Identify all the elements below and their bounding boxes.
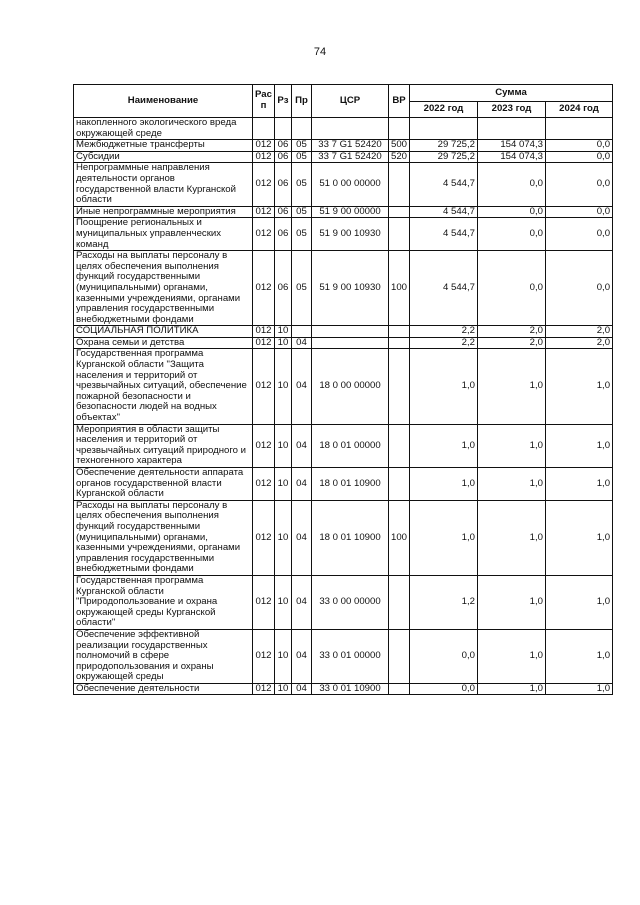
cell-pr: 04: [292, 683, 312, 695]
cell-rasp: 012: [253, 337, 275, 349]
cell-vr: 500: [389, 140, 410, 152]
table-row: [74, 468, 613, 501]
cell-rasp: 012: [253, 151, 275, 163]
header-name: Наименование: [74, 85, 253, 118]
cell-pr: 04: [292, 424, 312, 467]
cell-pr: [292, 326, 312, 338]
cell-v2024: 1,0: [546, 349, 613, 424]
cell-v2023: 1,0: [478, 629, 546, 683]
cell-csr: [312, 337, 389, 349]
cell-vr: [389, 206, 410, 218]
cell-name: Государственная программа Курганской области "Защита населения и территорий от чрезвычайных ситуаций, обеспечение пожарной безопасности и безопасности людей на водных объектах": [74, 349, 253, 424]
cell-v2023: 1,0: [478, 424, 546, 467]
cell-rz: 10: [275, 575, 292, 629]
cell-csr: 51 9 00 00000: [312, 206, 389, 218]
cell-pr: 04: [292, 575, 312, 629]
cell-v2022: 29 725,2: [410, 151, 478, 163]
cell-v2023: 1,0: [478, 349, 546, 424]
cell-rz: [275, 118, 292, 140]
cell-pr: 05: [292, 218, 312, 251]
cell-vr: [389, 468, 410, 501]
table-row: [74, 206, 613, 218]
cell-rasp: 012: [253, 575, 275, 629]
table-row: [74, 251, 613, 326]
cell-vr: [389, 683, 410, 695]
cell-name: Расходы на выплаты персоналу в целях обеспечения выполнения функций государственными (муниципальными) органами, казенными учреждениями, органами управления государственными внебюджетными фондами: [74, 251, 253, 326]
cell-v2023: 0,0: [478, 206, 546, 218]
cell-v2022: 2,2: [410, 326, 478, 338]
cell-rz: 10: [275, 683, 292, 695]
cell-csr: 18 0 01 00000: [312, 424, 389, 467]
cell-csr: 51 0 00 00000: [312, 163, 389, 206]
table-row: [74, 163, 613, 206]
cell-rz: 10: [275, 349, 292, 424]
cell-rasp: 012: [253, 206, 275, 218]
cell-rz: 06: [275, 206, 292, 218]
cell-vr: [389, 337, 410, 349]
cell-pr: 05: [292, 163, 312, 206]
cell-v2023: 1,0: [478, 468, 546, 501]
cell-name: Обеспечение эффективной реализации государственных полномочий в сфере природопользования и охраны окружающей среды: [74, 629, 253, 683]
cell-vr: 100: [389, 251, 410, 326]
table-row: [74, 151, 613, 163]
cell-pr: 04: [292, 500, 312, 575]
table-row: [74, 118, 613, 140]
cell-vr: 100: [389, 500, 410, 575]
header-rz: Рз: [275, 85, 292, 118]
cell-rasp: 012: [253, 424, 275, 467]
table-row: [74, 500, 613, 575]
cell-v2022: 0,0: [410, 683, 478, 695]
table-row: [74, 326, 613, 338]
cell-rz: 10: [275, 629, 292, 683]
cell-vr: 520: [389, 151, 410, 163]
header-rasp: Рас п: [253, 85, 275, 118]
cell-v2024: 2,0: [546, 337, 613, 349]
cell-pr: [292, 118, 312, 140]
cell-vr: [389, 575, 410, 629]
cell-rasp: 012: [253, 500, 275, 575]
cell-v2024: 1,0: [546, 468, 613, 501]
cell-pr: 05: [292, 251, 312, 326]
cell-v2022: 1,0: [410, 468, 478, 501]
cell-v2024: [546, 118, 613, 140]
cell-rasp: 012: [253, 349, 275, 424]
cell-rasp: 012: [253, 683, 275, 695]
table-row: [74, 575, 613, 629]
cell-rz: 06: [275, 163, 292, 206]
cell-rasp: 012: [253, 468, 275, 501]
cell-name: Субсидии: [74, 151, 253, 163]
cell-rz: 10: [275, 500, 292, 575]
cell-v2022: 4 544,7: [410, 206, 478, 218]
cell-vr: [389, 118, 410, 140]
cell-v2024: 0,0: [546, 140, 613, 152]
cell-v2024: 2,0: [546, 326, 613, 338]
cell-v2024: 1,0: [546, 629, 613, 683]
cell-csr: 33 7 G1 52420: [312, 140, 389, 152]
table-row: [74, 683, 613, 695]
cell-v2022: 4 544,7: [410, 163, 478, 206]
cell-pr: 04: [292, 468, 312, 501]
cell-name: Расходы на выплаты персоналу в целях обеспечения выполнения функций государственными (муниципальными) органами, казенными учреждениями, органами управления государственными внебюджетными фондами: [74, 500, 253, 575]
table-row: [74, 337, 613, 349]
cell-v2024: 1,0: [546, 683, 613, 695]
cell-vr: [389, 218, 410, 251]
cell-v2023: 0,0: [478, 218, 546, 251]
cell-v2022: 4 544,7: [410, 218, 478, 251]
cell-v2022: 1,0: [410, 424, 478, 467]
table-row: [74, 349, 613, 424]
cell-csr: [312, 118, 389, 140]
header-vr: ВР: [389, 85, 410, 118]
cell-v2024: 0,0: [546, 218, 613, 251]
cell-csr: 33 0 01 10900: [312, 683, 389, 695]
header-2022: 2022 год: [410, 102, 478, 118]
cell-csr: 51 9 00 10930: [312, 218, 389, 251]
cell-name: Непрограммные направления деятельности органов государственной власти Курганской области: [74, 163, 253, 206]
cell-v2022: [410, 118, 478, 140]
cell-v2023: 1,0: [478, 575, 546, 629]
header-sum: Сумма: [410, 85, 613, 102]
cell-v2023: 1,0: [478, 683, 546, 695]
cell-rasp: 012: [253, 251, 275, 326]
cell-rasp: 012: [253, 218, 275, 251]
cell-csr: 18 0 00 00000: [312, 349, 389, 424]
cell-name: Иные непрограммные мероприятия: [74, 206, 253, 218]
cell-v2023: 154 074,3: [478, 140, 546, 152]
header-csr: ЦСР: [312, 85, 389, 118]
cell-v2023: 1,0: [478, 500, 546, 575]
header-2024: 2024 год: [546, 102, 613, 118]
cell-rz: 10: [275, 468, 292, 501]
cell-csr: 18 0 01 10900: [312, 500, 389, 575]
table-body: [74, 118, 613, 695]
cell-v2023: 2,0: [478, 326, 546, 338]
cell-rz: 10: [275, 337, 292, 349]
cell-v2022: 0,0: [410, 629, 478, 683]
cell-rz: 06: [275, 151, 292, 163]
cell-v2024: 1,0: [546, 575, 613, 629]
cell-v2022: 2,2: [410, 337, 478, 349]
cell-csr: 18 0 01 10900: [312, 468, 389, 501]
cell-rz: 06: [275, 251, 292, 326]
cell-vr: [389, 349, 410, 424]
page-number: 74: [313, 46, 327, 58]
cell-v2024: 1,0: [546, 500, 613, 575]
cell-vr: [389, 629, 410, 683]
cell-v2024: 1,0: [546, 424, 613, 467]
cell-name: Обеспечение деятельности: [74, 683, 253, 695]
cell-v2022: 4 544,7: [410, 251, 478, 326]
cell-pr: 04: [292, 337, 312, 349]
table-row: [74, 140, 613, 152]
cell-v2022: 1,2: [410, 575, 478, 629]
cell-name: Поощрение региональных и муниципальных управленческих команд: [74, 218, 253, 251]
cell-csr: 51 9 00 10930: [312, 251, 389, 326]
cell-pr: 04: [292, 349, 312, 424]
cell-pr: 04: [292, 629, 312, 683]
cell-v2023: 154 074,3: [478, 151, 546, 163]
cell-v2022: 1,0: [410, 349, 478, 424]
cell-v2024: 0,0: [546, 151, 613, 163]
cell-rasp: 012: [253, 326, 275, 338]
budget-table: [73, 84, 613, 695]
cell-vr: [389, 424, 410, 467]
cell-csr: 33 0 00 00000: [312, 575, 389, 629]
cell-rz: 10: [275, 326, 292, 338]
cell-v2023: 2,0: [478, 337, 546, 349]
header-pr: Пр: [292, 85, 312, 118]
cell-name: Государственная программа Курганской области "Природопользование и охрана окружающей среды Курганской области": [74, 575, 253, 629]
cell-v2023: [478, 118, 546, 140]
cell-rz: 10: [275, 424, 292, 467]
cell-csr: [312, 326, 389, 338]
cell-rasp: 012: [253, 629, 275, 683]
header-2023: 2023 год: [478, 102, 546, 118]
cell-rasp: 012: [253, 163, 275, 206]
cell-rasp: [253, 118, 275, 140]
cell-pr: 05: [292, 140, 312, 152]
cell-v2024: 0,0: [546, 163, 613, 206]
cell-pr: 05: [292, 206, 312, 218]
cell-v2022: 1,0: [410, 500, 478, 575]
table-row: [74, 218, 613, 251]
cell-rz: 06: [275, 218, 292, 251]
cell-v2024: 0,0: [546, 251, 613, 326]
cell-name: накопленного экологического вреда окружающей среде: [74, 118, 253, 140]
cell-vr: [389, 163, 410, 206]
cell-v2023: 0,0: [478, 163, 546, 206]
table-row: [74, 629, 613, 683]
cell-name: Охрана семьи и детства: [74, 337, 253, 349]
cell-v2023: 0,0: [478, 251, 546, 326]
cell-rasp: 012: [253, 140, 275, 152]
cell-v2024: 0,0: [546, 206, 613, 218]
cell-vr: [389, 326, 410, 338]
cell-rz: 06: [275, 140, 292, 152]
cell-name: Мероприятия в области защиты населения и территорий от чрезвычайных ситуаций природного и техногенного характера: [74, 424, 253, 467]
cell-csr: 33 7 G1 52420: [312, 151, 389, 163]
table-row: [74, 424, 613, 467]
cell-pr: 05: [292, 151, 312, 163]
cell-name: Межбюджетные трансферты: [74, 140, 253, 152]
cell-csr: 33 0 01 00000: [312, 629, 389, 683]
cell-v2022: 29 725,2: [410, 140, 478, 152]
cell-name: Обеспечение деятельности аппарата органов государственной власти Курганской области: [74, 468, 253, 501]
cell-name: СОЦИАЛЬНАЯ ПОЛИТИКА: [74, 326, 253, 338]
